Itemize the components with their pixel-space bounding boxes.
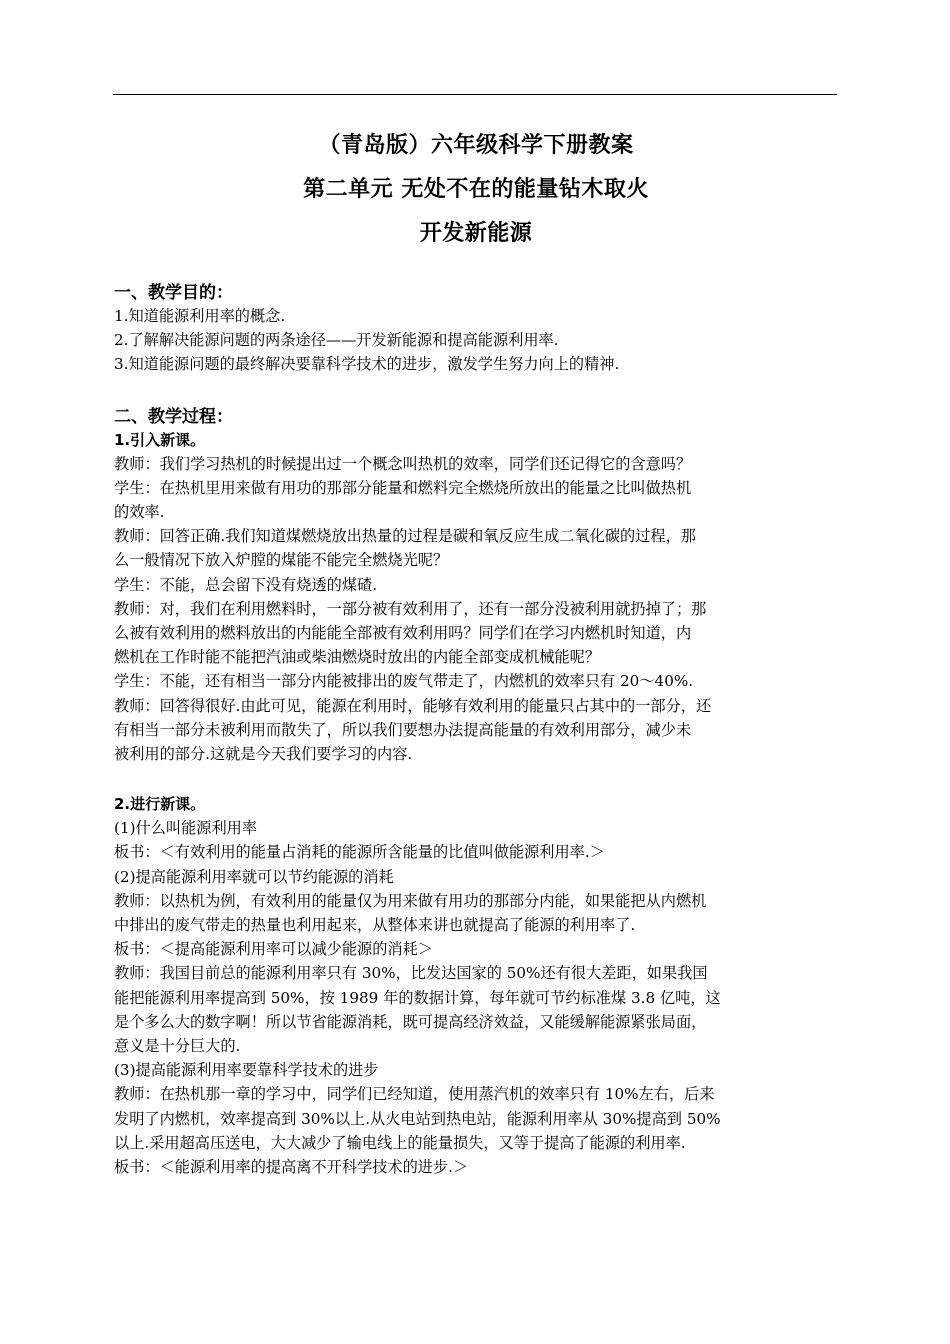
text-line: 被利用的部分.这就是今天我们要学习的内容. <box>114 745 413 764</box>
text-line: 么一般情况下放入炉膛的煤能不能完全燃烧光呢？ <box>114 551 449 570</box>
text-line: 么被有效利用的燃料放出的内能能全部被有效利用吗？同学们在学习内燃机时知道，内 <box>114 624 692 643</box>
doc-title: （青岛版）六年级科学下册教案 <box>318 133 634 158</box>
section-heading-objectives: 一、教学目的： <box>114 283 233 303</box>
text-line: (1)什么叫能源利用率 <box>114 819 258 838</box>
lesson-title: 开发新能源 <box>419 221 533 246</box>
section-heading-process: 二、教学过程： <box>114 406 233 427</box>
text-line: 教师：以热机为例，有效利用的能量仅为用来做有用功的那部分内能，如果能把从内燃机 <box>114 891 707 910</box>
text-line: 教师：回答得很好.由此可见，能源在利用时，能够有效利用的能量只占其中的一部分，还 <box>114 696 712 715</box>
objective-item: 1.知道能源利用率的概念. <box>114 307 286 325</box>
text-line: 板书：＜能源利用率的提高离不开科学技术的进步.＞ <box>114 1158 469 1177</box>
text-line: 教师：我国目前总的能源利用率只有 30%，比发达国家的 50%还有很大差距，如果我国 <box>114 964 708 983</box>
header-rule <box>113 94 837 95</box>
text-line: 教师：回答正确.我们知道煤燃烧放出热量的过程是碳和氧反应生成二氧化碳的过程，那 <box>114 527 696 546</box>
text-line: 学生：在热机里用来做有用功的那部分能量和燃料完全燃烧所放出的能量之比叫做热机 <box>114 478 692 497</box>
text-line: 中排出的废气带走的热量也利用起来，从整体来讲也就提高了能源的利用率了. <box>114 916 636 935</box>
text-line: 以上.采用超高压送电，大大减少了输电线上的能量损失，又等于提高了能源的利用率. <box>114 1133 686 1152</box>
text-line: 板书：＜有效利用的能量占消耗的能源所含能量的比值叫做能源利用率.＞ <box>114 843 605 862</box>
document-body <box>114 132 838 1179</box>
text-line: 教师：对，我们在利用燃料时，一部分被有效利用了，还有一部分没被利用就扔掉了；那 <box>114 599 707 618</box>
text-line: 意义是十分巨大的. <box>114 1037 241 1056</box>
unit-title: 第二单元 无处不在的能量钻木取火 <box>303 177 649 202</box>
text-line: (2)提高能源利用率就可以节约能源的消耗 <box>114 867 394 886</box>
text-line: (3)提高能源利用率要靠科学技术的进步 <box>114 1061 379 1080</box>
text-line: 板书：＜提高能源利用率可以减少能源的消耗＞ <box>114 940 433 959</box>
text-line: 能把能源利用率提高到 50%，按 1989 年的数据计算，每年就可节约标准煤 3.8 亿吨，这 <box>114 988 721 1007</box>
text-line: 有相当一部分未被利用而散失了，所以我们要想办法提高能量的有效利用部分，减少未 <box>114 720 692 739</box>
text-line: 的效率. <box>114 503 165 522</box>
text-line: 燃机在工作时能不能把汽油或柴油燃烧时放出的内能全部变成机械能呢？ <box>114 648 600 667</box>
text-line: 教师：我们学习热机的时候提出过一个概念叫热机的效率，同学们还记得它的含意吗？ <box>114 454 692 473</box>
text-line: 学生：不能，还有相当一部分内能被排出的废气带走了，内燃机的效率只有 20～40%. <box>114 672 694 691</box>
objective-item: 2.了解解决能源问题的两条途径——开发新能源和提高能源利用率. <box>114 331 559 350</box>
text-line: 学生：不能，总会留下没有烧透的煤碴. <box>114 575 378 594</box>
subheading-intro: 1.引入新课。 <box>114 430 206 449</box>
objective-item: 3.知道能源问题的最终解决要靠科学技术的进步，激发学生努力向上的精神. <box>114 355 620 374</box>
text-line: 是个多么大的数字啊！所以节省能源消耗，既可提高经济效益，又能缓解能源紧张局面， <box>114 1012 707 1031</box>
subheading-new-lesson: 2.进行新课。 <box>114 795 206 814</box>
text-line: 发明了内燃机，效率提高到 30%以上.从火电站到热电站，能源利用率从 30%提高到 50% <box>114 1109 721 1128</box>
text-line: 教师：在热机那一章的学习中，同学们已经知道，使用蒸汽机的效率只有 10%左右，后来 <box>114 1085 715 1104</box>
